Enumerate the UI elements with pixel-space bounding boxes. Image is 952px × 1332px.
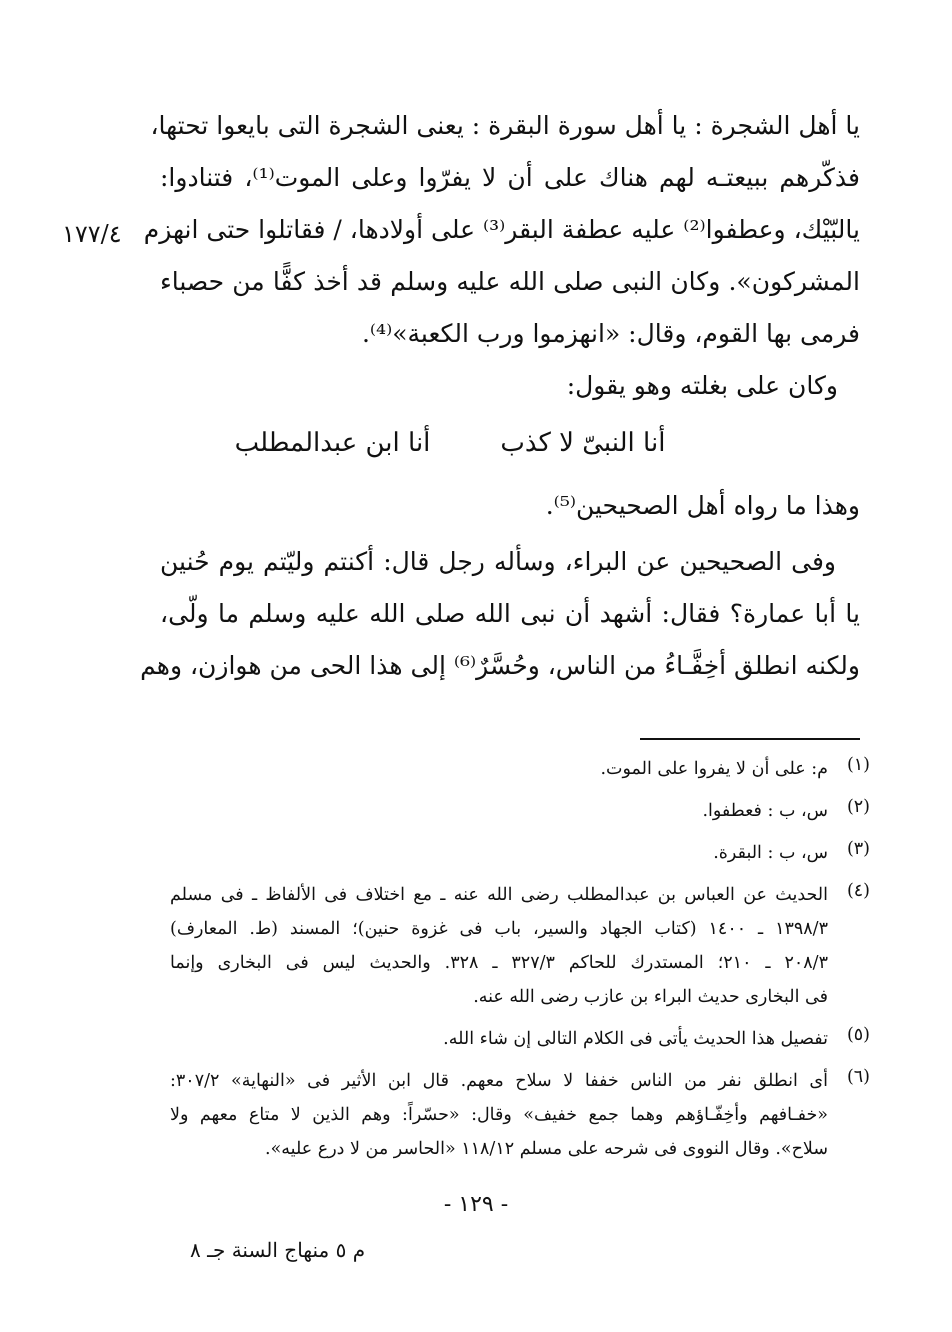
text-line: يا أهل الشجرة : يا أهل سورة البقرة : يعنى الشجرة التى بايعوا تحتها، xyxy=(150,111,860,140)
footnote-text: أى انطلق نفر من الناس خففا لا سلاح معهم. قال ابن الأثير فى «النهاية» ٣٠٧/٢: xyxy=(170,1071,828,1091)
footnote-number: (٤) xyxy=(846,881,870,901)
footnote-text: «خفـافهم وأخِفّـاؤهم وهما جمع خفيف» وقال: «حسّراً: وهم الذين لا متاع معهم ولا xyxy=(170,1105,828,1125)
footnote xyxy=(170,836,870,870)
footnote-divider xyxy=(640,738,860,740)
text-line: وكان على بغلته وهو يقول: xyxy=(566,371,838,400)
footnote-text: فى البخارى حديث البراء بن عازب رضى الله عنه. xyxy=(473,987,828,1007)
text-line: ياﻟﺒّﻴْﻚ، وعطفوا⁽²⁾ عليه عطفة البقر⁽³⁾ على أولادها، / فقاتلوا حتى انهزم xyxy=(143,215,860,244)
text-line: ولكنه انطلق أخِفَّـاءُ من الناس، وحُسَّرٌ⁽⁶⁾ إلى هذا الحى من هوازن، وهم xyxy=(140,651,860,680)
verse-second-hemistich: أنا ابن عبدالمطلب xyxy=(234,428,431,458)
poetry-verse xyxy=(160,412,740,474)
footnote-number: (١) xyxy=(846,755,870,775)
text-line: فذكّرهم ببيعتـه لهم هناك على أن لا يفرّوا وعلى الموت⁽¹⁾، فتنادوا: xyxy=(160,163,860,192)
footnote xyxy=(170,794,870,828)
footnote-text: م: على أن لا يفروا على الموت. xyxy=(600,759,828,779)
main-text xyxy=(140,100,860,692)
footnote xyxy=(170,752,870,786)
footnote-text: س، ب : البقرة. xyxy=(713,843,828,863)
footnote-number: (٥) xyxy=(846,1025,870,1045)
footnotes xyxy=(170,752,870,1174)
page-number: - ١٢٩ - xyxy=(443,1192,509,1217)
verse-first-hemistich: أنا النبىّ لا كذب xyxy=(500,428,666,458)
footnote-text: ١٣٩٨/٣ ـ ١٤٠٠ (كتاب الجهاد والسير، باب فى غزوة حنين)؛ المسند (ط. المعارف) xyxy=(170,919,828,939)
footnote xyxy=(170,1022,870,1056)
footnote-text: تفصيل هذا الحديث يأتى فى الكلام التالى إن شاء الله. xyxy=(443,1029,828,1049)
footnote-number: (٦) xyxy=(846,1067,870,1087)
footnote xyxy=(170,1064,870,1166)
margin-reference: ١٧٧/٤ xyxy=(62,220,122,248)
footnote xyxy=(170,878,870,1014)
text-line: فرمى بها القوم، وقال: «انهزموا ورب الكعبة»⁽⁴⁾. xyxy=(361,319,860,348)
footnote-text: س، ب : فعطفوا. xyxy=(702,801,828,821)
footnote-text: سلاح». وقال النووى فى شرحه على مسلم ١١٨/١٢ «الحاسر من لا درع عليه». xyxy=(265,1139,828,1159)
footnote-number: (٢) xyxy=(846,797,870,817)
footnote-number: (٣) xyxy=(846,839,870,859)
footnote-text: ٢٠٨/٣ ـ ٢١٠؛ المستدرك للحاكم ٣٢٧/٣ ـ ٣٢٨. والحديث ليس فى البخارى وإنما xyxy=(170,953,828,973)
text-line: وفى الصحيحين عن البراء، وسأله رجل قال: أكنتم وليّتم يوم حُنين xyxy=(160,547,836,576)
footnote-text: الحديث عن العباس بن عبدالمطلب رضى الله عنه ـ مع اختلاف فى الألفاظ ـ فى مسلم xyxy=(170,885,828,905)
text-line: يا أبا عمارة؟ فقال: أشهد أن نبى الله صلى الله عليه وسلم ما ولّى، xyxy=(160,599,860,628)
text-line: وهذا ما رواه أهل الصحيحين⁽⁵⁾. xyxy=(545,491,860,520)
printer-signature: م ٥ منهاج السنة جـ ٨ xyxy=(190,1238,366,1262)
text-line: المشركون». وكان النبى صلى الله عليه وسلم قد أخذ كفًّا من حصباء xyxy=(160,267,860,296)
